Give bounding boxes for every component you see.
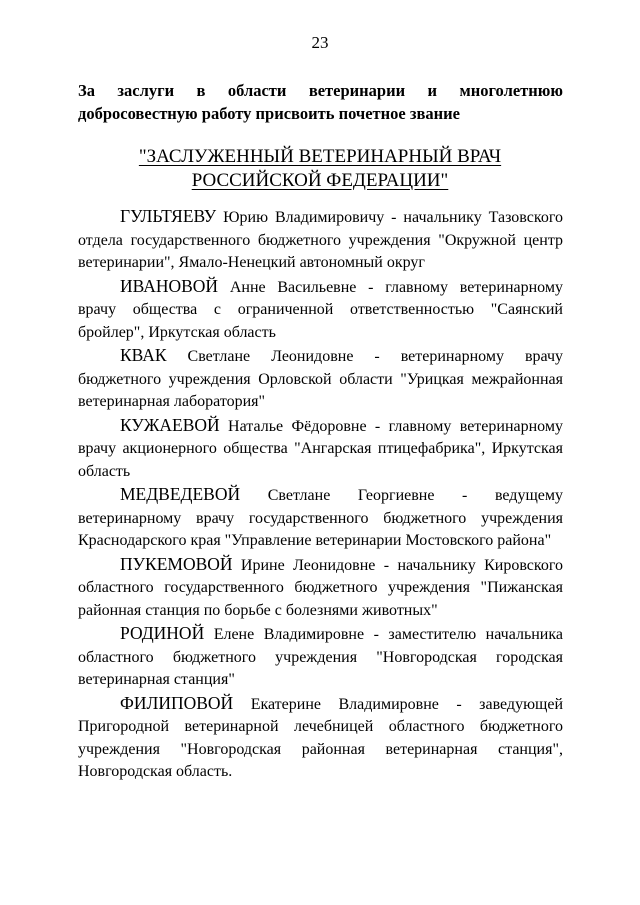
awardee-surname: МЕДВЕДЕВОЙ (120, 484, 241, 504)
awardee-entry (78, 553, 563, 623)
awardee-details: Светлане Леонидовне - ветеринарному врачу бюджетного учреждения Орловской области "Урицкая межрайонная ветеринарная лаборатория" (78, 348, 563, 410)
awardee-details: Наталье Фёдоровне - главному ветеринарному врачу акционерного общества "Ангарская птицефабрика", Иркутская область (78, 417, 563, 480)
awardee-surname: ГУЛЬТЯЕВУ (120, 206, 217, 226)
awardee-entry (78, 414, 563, 484)
honorary-title (0, 145, 640, 193)
honorary-title-line-1: "ЗАСЛУЖЕННЫЙ ВЕТЕРИНАРНЫЙ ВРАЧ (138, 146, 502, 167)
page-number: 23 (311, 33, 329, 52)
awardee-entry (78, 622, 563, 692)
awardee-details: Юрию Владимировичу - начальнику Тазовского отдела государственного бюджетного учреждения "Окружной центр ветеринарии", Ямало-Ненецкий автономный округ (78, 209, 563, 271)
award-intro-line-2: добросовестную работу присвоить почетное звание (78, 104, 460, 123)
awardee-entry (78, 692, 563, 784)
awardee-surname: ПУКЕМОВОЙ (120, 553, 233, 574)
awardee-details: Анне Васильевне - главному ветеринарному врачу общества с ограниченной ответственностью "Саянский бройлер", Иркутская область (78, 278, 563, 341)
awardee-surname: ИВАНОВОЙ (120, 275, 219, 296)
awardee-entry (78, 275, 563, 345)
awardee-details: Елене Владимировне - заместителю начальника областного бюджетного учреждения "Новгородская городская ветеринарная станция" (78, 626, 563, 688)
awardee-list (78, 205, 563, 784)
awardee-surname: КВАК (120, 345, 167, 365)
awardee-entry (78, 483, 563, 553)
awardee-details: Екатерине Владимировне - заведующей Пригородной ветеринарной лечебницей областного бюджетного учреждения "Новгородская районная ветеринарная станция", Новгородская область. (78, 695, 563, 780)
awardee-surname: КУЖАЕВОЙ (120, 414, 220, 435)
awardee-details: Ирине Леонидовне - начальнику Кировского областного государственного бюджетного учреждения "Пижанская районная станция по борьбе с болезнями животных" (78, 556, 563, 619)
awardee-entry (78, 344, 563, 414)
award-intro (78, 79, 563, 125)
awardee-surname: ФИЛИПОВОЙ (120, 692, 234, 713)
honorary-title-line-2: РОССИЙСКОЙ ФЕДЕРАЦИИ" (191, 170, 449, 191)
award-intro-line-1: За заслуги в области ветеринарии и многолетнюю (78, 81, 563, 100)
awardee-surname: РОДИНОЙ (120, 623, 205, 643)
awardee-details: Светлане Георгиевне - ведущему ветеринарному врачу государственного бюджетного учреждения Краснодарского края "Управление ветеринарии Мостовского района" (78, 487, 563, 549)
awardee-entry (78, 205, 563, 275)
